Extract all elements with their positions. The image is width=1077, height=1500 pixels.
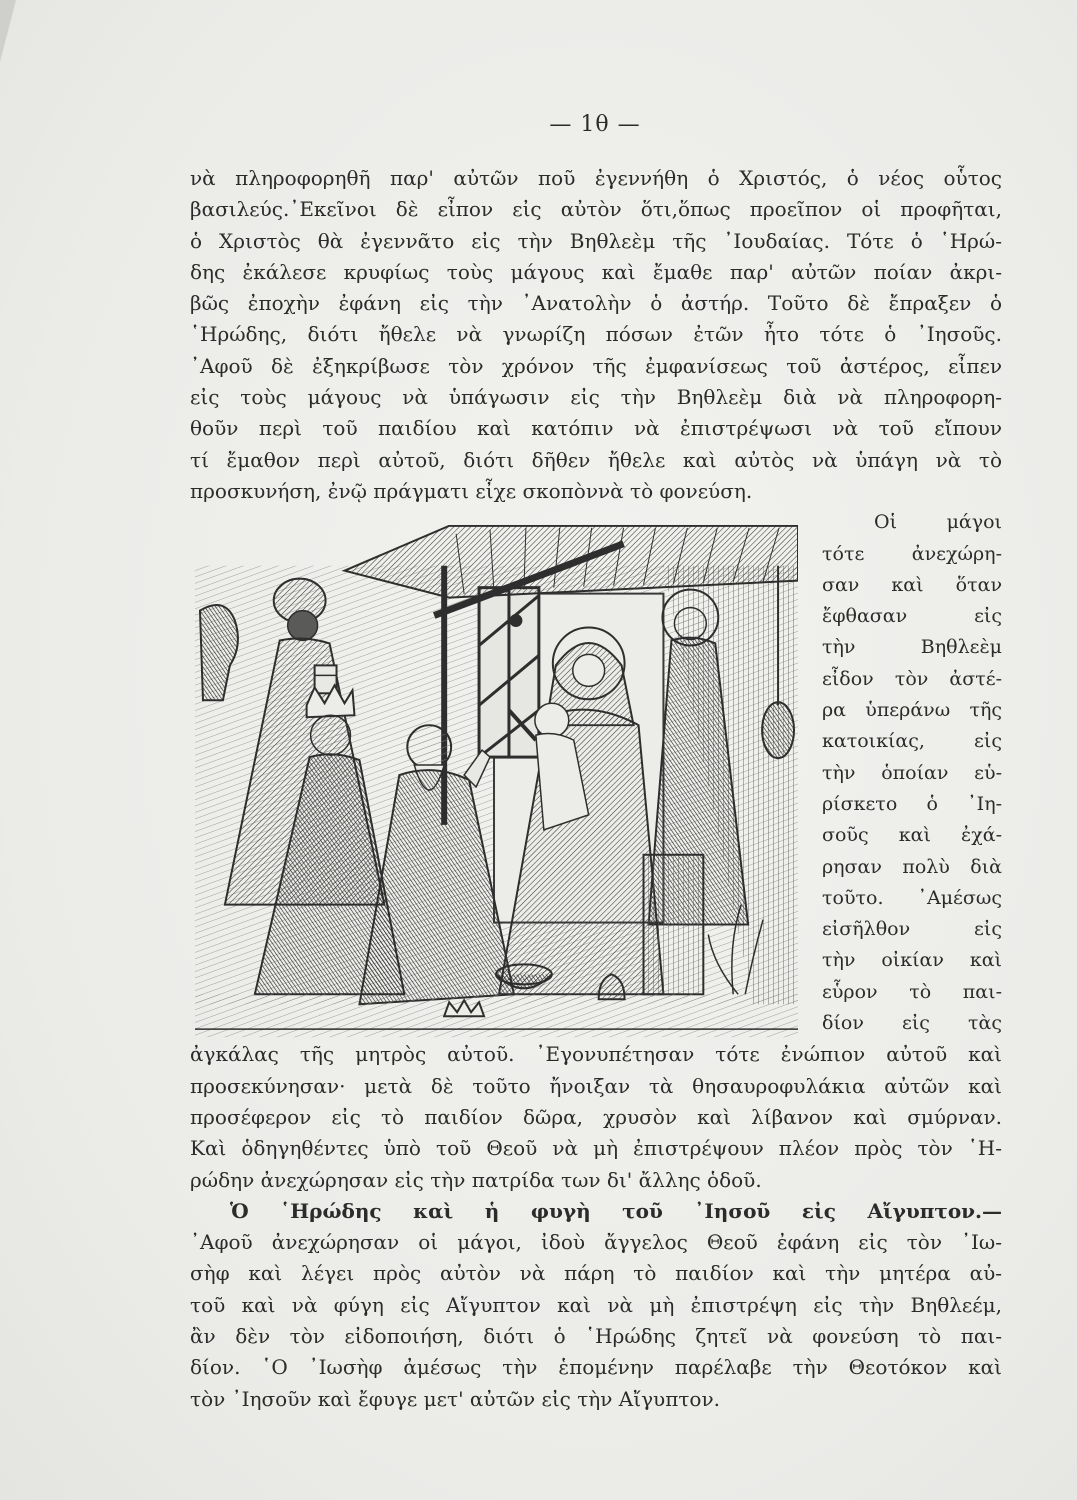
paragraph-herod	[190, 163, 1002, 507]
text-line: ῾Ηρώδης, διότι ἤθελε νὰ γνωρίζη πόσων ἐτῶν ἦτο τότε ὁ ᾿Ιησοῦς.	[190, 322, 1002, 347]
text-line: τὸν ᾿Ιησοῦν καὶ ἔφυγε μετ' αὐτῶν εἰς τὴν Αἴγυπτον.	[190, 1386, 720, 1411]
text-line: τὴν οἰκίαν καὶ	[822, 949, 1002, 972]
text-line: εἶδον τὸν ἀστέ-	[822, 667, 1002, 690]
text-line: σοῦς καὶ ἐχά-	[822, 824, 1002, 847]
text-line: τί ἔμαθον περὶ αὐτοῦ, διότι δῆθεν ἤθελε καὶ αὐτὸς νὰ ὑπάγη νὰ τὸ	[190, 447, 1002, 472]
nativity-engraving-icon	[195, 525, 798, 1038]
text-line: δης ἐκάλεσε κρυφίως τοὺς μάγους καὶ ἔμαθε παρ' αὐτῶν ποίαν ἀκρι-	[190, 259, 1002, 284]
text-line: τὴν ὁποίαν εὑ-	[822, 761, 1002, 784]
text-line: ρα ὑπεράνω τῆς	[822, 699, 1002, 722]
ground	[195, 995, 798, 1038]
text-line: εὗρον τὸ παι-	[822, 980, 1002, 1003]
text-line: ᾿Αφοῦ δὲ ἐξηκρίβωσε τὸν χρόνον τῆς ἐμφανίσεως τοῦ ἀστέρος, εἶπεν	[190, 353, 1002, 378]
page-edge-shadow	[0, 0, 22, 70]
text-line: σὴφ καὶ λέγει πρὸς αὐτὸν νὰ πάρη τὸ παιδίον καὶ τὴν μητέρα αὐ-	[190, 1261, 1002, 1286]
text-line: ρησαν πολὺ διὰ	[822, 855, 1002, 878]
text-line: ἔφθασαν εἰς	[822, 605, 1002, 628]
section-heading: Ὁ ῾Ηρώδης καὶ ἡ φυγὴ τοῦ ᾿Ιησοῦ εἰς Αἴγυπτον.—	[230, 1198, 1002, 1223]
page-body	[190, 163, 1002, 1415]
text-line: προσέφερον εἰς τὸ παιδίον δῶρα, χρυσὸν καὶ λίβανον καὶ σμύρναν.	[190, 1104, 1002, 1129]
text-line: ρίσκετο ὁ ᾿Ιη-	[822, 792, 1002, 815]
text-line: νὰ πληροφορηθῆ παρ' αὐτῶν ποῦ ἐγεννήθη ὁ Χριστός, ὁ νέος οὗτος	[190, 166, 1002, 190]
text-line: ᾿Αφοῦ ἀνεχώρησαν οἱ μάγοι, ἰδοὺ ἄγγελος Θεοῦ ἐφάνη εἰς τὸν ᾿Ιω-	[190, 1230, 1002, 1255]
text-line: κατοικίας, εἰς	[822, 730, 1002, 753]
illustration	[190, 507, 822, 1039]
paragraph-magi	[190, 1039, 1002, 1195]
paragraph-flight-to-egypt	[190, 1227, 1002, 1415]
text-line: ἂν δὲν τὸν εἰδοποιήση, διότι ὁ ῾Ηρώδης ζητεῖ νὰ φονεύση τὸ παι-	[190, 1324, 1002, 1349]
manger-seat	[644, 855, 704, 995]
text-line: δίον. ῾Ο ᾿Ιωσὴφ ἀμέσως τὴν ἑπομένην παρέλαβε τὴν Θεοτόκον καὶ	[190, 1355, 1002, 1380]
text-line: δίον εἰς τὰς	[822, 1012, 1002, 1035]
text-line: ἀγκάλας τῆς μητρὸς αὐτοῦ. ᾿Εγονυπέτησαν τότε ἐνώπιον αὐτοῦ καὶ	[190, 1042, 1002, 1067]
text-line: εἰς τοὺς μάγους νὰ ὑπάγωσιν εἰς τὴν Βηθλεὲμ διὰ νὰ πληροφορη-	[190, 385, 1002, 410]
text-line: ὁ Χριστὸς θὰ ἐγεννᾶτο εἰς τὴν Βηθλεὲμ τῆς ᾿Ιουδαίας. Τότε ὁ ῾Ηρώ-	[190, 228, 1002, 253]
text-line: ρώδην ἀνεχώρησαν εἰς τὴν πατρίδα των δι' ἄλλης ὁδοῦ.	[190, 1167, 762, 1192]
text-line: Καὶ ὁδηγηθέντες ὑπὸ τοῦ Θεοῦ νὰ μὴ ἐπιστρέψουν πλέον πρὸς τὸν ῾Η-	[190, 1136, 1002, 1161]
illustration-with-wrapped-text	[190, 507, 1002, 1039]
text-line: βῶς ἐποχὴν ἐφάνη εἰς τὴν ᾿Ανατολὴν ὁ ἀστήρ. Τοῦτο δὲ ἔπραξεν ὁ	[190, 291, 1002, 316]
text-line: τοῦ καὶ νὰ φύγη εἰς Αἴγυπτον καὶ νὰ μὴ ἐπιστρέψη εἰς τὴν Βηθλεέμ,	[190, 1292, 1002, 1317]
text-line: προσκυνήση, ἐνῷ πράγματι εἶχε σκοπὸννὰ τὸ φονεύση.	[190, 478, 753, 503]
text-line: εἰσῆλθον εἰς	[822, 918, 1002, 941]
text-line: σαν καὶ ὅταν	[822, 573, 1002, 596]
text-line: προσεκύνησαν· μετὰ δὲ τοῦτο ἤνοιξαν τὰ θησαυροφυλάκια αὐτῶν καὶ	[190, 1073, 1002, 1098]
text-line: Οἱ μάγοι	[874, 511, 1002, 534]
text-line: βασιλεύς.᾿Εκεῖνοι δὲ εἶπον εἰς αὐτὸν ὅτι,ὅπως προεῖπον οἱ προφῆται,	[190, 197, 1002, 222]
crown-on-ground	[444, 1001, 484, 1017]
text-line: τότε ἀνεχώρη-	[822, 542, 1002, 565]
wrapped-text-column	[822, 507, 1002, 1039]
text-line: θοῦν περὶ τοῦ παιδίου καὶ κατόπιν νὰ ἐπιστρέψωσι νὰ τοῦ εἴπουν	[190, 416, 1002, 441]
text-line: τὴν Βηθλεὲμ	[822, 636, 1002, 659]
text-line: τοῦτο. ᾿Αμέσως	[822, 886, 1002, 909]
page-number: — 1θ —	[549, 112, 641, 137]
